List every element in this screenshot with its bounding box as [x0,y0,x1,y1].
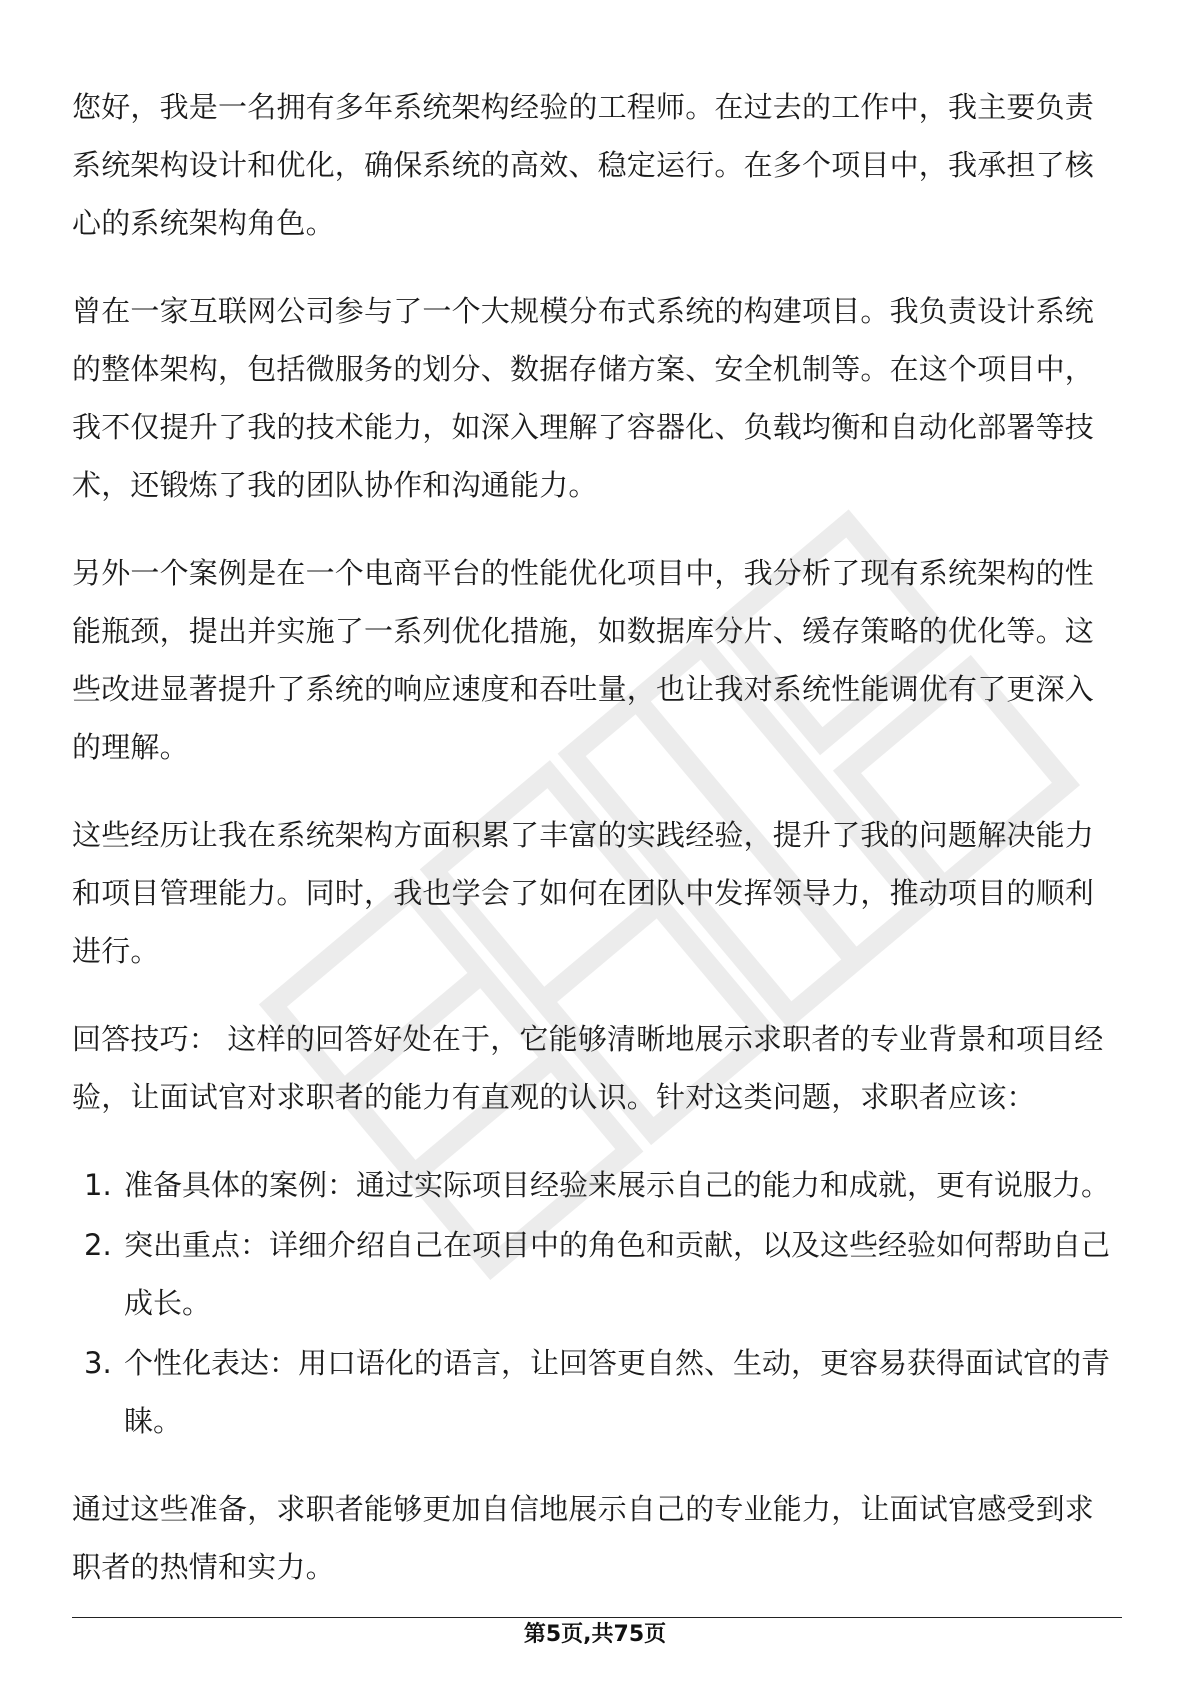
list-item [72,1334,1122,1450]
paragraph-tips-intro: 回答技巧： 这样的回答好处在于，它能够清晰地展示求职者的专业背景和项目经验，让面试官对求职者的能力有直观的认识。针对这类问题，求职者应该： [72,1022,1104,1114]
list-number: 3. [84,1346,112,1380]
tips-list [72,1156,1122,1450]
document-body [72,78,1122,1626]
list-number: 2. [84,1228,112,1262]
paragraph-case-two: 另外一个案例是在一个电商平台的性能优化项目中，我分析了现有系统架构的性能瓶颈，提出并实施了一系列优化措施，如数据库分片、缓存策略的优化等。这些改进显著提升了系统的响应速度和吞吐量，也让我对系统性能调优有了更深入的理解。 [72,556,1095,764]
list-item [72,1216,1122,1332]
list-text: 突出重点：详细介绍自己在项目中的角色和贡献，以及这些经验如何帮助自己成长。 [124,1228,1111,1320]
paragraph-case-one: 曾在一家互联网公司参与了一个大规模分布式系统的构建项目。我负责设计系统的整体架构，包括微服务的划分、数据存储方案、安全机制等。在这个项目中，我不仅提升了我的技术能力，如深入理解了容器化、负载均衡和自动化部署等技术，还锻炼了我的团队协作和沟通能力。 [72,294,1095,502]
page-number: 第5页,共75页 [523,1622,667,1647]
paragraph-summary: 这些经历让我在系统架构方面积累了丰富的实践经验，提升了我的问题解决能力和项目管理能力。同时，我也学会了如何在团队中发挥领导力，推动项目的顺利进行。 [72,818,1095,968]
list-item [72,1156,1122,1214]
paragraph-intro: 您好，我是一名拥有多年系统架构经验的工程师。在过去的工作中，我主要负责系统架构设计和优化，确保系统的高效、稳定运行。在多个项目中，我承担了核心的系统架构角色。 [72,90,1095,240]
list-text: 个性化表达：用口语化的语言，让回答更自然、生动，更容易获得面试官的青睐。 [124,1346,1111,1438]
list-number: 1. [84,1168,112,1202]
list-text: 准备具体的案例：通过实际项目经验来展示自己的能力和成就，更有说服力。 [124,1168,1111,1202]
paragraph-closing: 通过这些准备，求职者能够更加自信地展示自己的专业能力，让面试官感受到求职者的热情和实力。 [72,1492,1095,1584]
footer-divider [72,1617,1122,1618]
